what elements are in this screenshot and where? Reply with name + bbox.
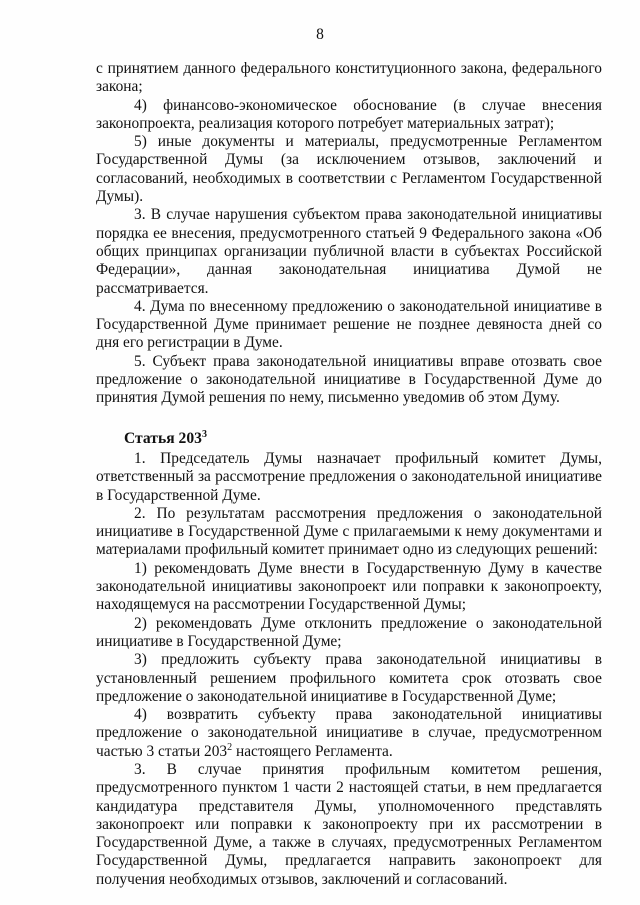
paragraph: 1. Председатель Думы назначает профильный комитет Думы, ответственный за рассмотрение предложения о законодательной инициативе в Государственной Думе.: [96, 449, 602, 504]
article-heading: [96, 430, 602, 448]
paragraph: 2. По результатам рассмотрения предложения о законодательной инициативе в Государственной Думе с прилагаемыми к нему документами и материалами профильный комитет принимает одно из следующих решений:: [96, 504, 602, 559]
paragraph: 3) предложить субъекту права законодательной инициативы в установленный решением профильного комитета срок отозвать свое предложение о законодательной инициативе в Государственной Думе;: [96, 651, 602, 705]
paragraph: 3. В случае нарушения субъектом права законодательной инициативы порядка ее внесения, предусмотренного статьей 9 Федерального закона «Об общих принципах организации публичной власти в субъектах Российской Федерации», данная законодательная инициатива Думой не рассматривается.: [96, 206, 602, 297]
paragraph: 3. В случае принятия профильным комитетом решения, предусмотренного пунктом 1 части 2 настоящей статьи, в нем предлагается кандидатура представителя Думы, уполномоченного представлять законопроект или поправки к законопроекту при их рассмотрении в Государственной Думе, а также в случаях, предусмотренных Регламентом Государственной Думы, предлагается направить законопроект для получения необходимых отзывов, заключений и согласований.: [96, 760, 602, 888]
paragraph: 4) финансово-экономическое обоснование (в случае внесения законопроекта, реализация которого потребует материальных затрат);: [96, 96, 602, 132]
paragraph: 4. Дума по внесенному предложению о законодательной инициативе в Государственной Думе принимает решение не позднее девяноста дней со дня его регистрации в Думе.: [96, 297, 602, 352]
paragraph: [96, 706, 602, 761]
page-number: 8: [316, 26, 324, 43]
paragraph: 2) рекомендовать Думе отклонить предложение о законодательной инициативе в Государственной Думе;: [96, 614, 602, 650]
article-title-superscript: 3: [201, 428, 207, 440]
paragraph-text: настоящего Регламента.: [232, 742, 393, 760]
paragraph: 5) иные документы и материалы, предусмотренные Регламентом Государственной Думы (за исключением отзывов, заключений и согласований, необходимых в соответствии с Регламентом Государственной Думы).: [96, 133, 602, 206]
superscript: 2: [227, 741, 233, 753]
article-title: Статья 203: [124, 429, 202, 447]
paragraph: 1) рекомендовать Думе внести в Государственную Думу в качестве законодательной инициативы законопроект или поправки к законопроекту, находящемуся на рассмотрении Государственной Думы;: [96, 559, 602, 614]
paragraph: с принятием данного федерального конституционного закона, федерального закона;: [96, 60, 602, 96]
paragraph: 5. Субъект права законодательной инициативы вправе отозвать свое предложение о законодательной инициативе в Государственной Думе до принятия Думой решения по нему, письменно уведомив об этом Думу.: [96, 352, 602, 407]
paragraph-text: 4) возвратить субъекту права законодательной инициативы предложение о законодательной инициативе в случае, предусмотренном частью 3 статьи 203: [96, 706, 602, 760]
document-body: [96, 60, 602, 889]
